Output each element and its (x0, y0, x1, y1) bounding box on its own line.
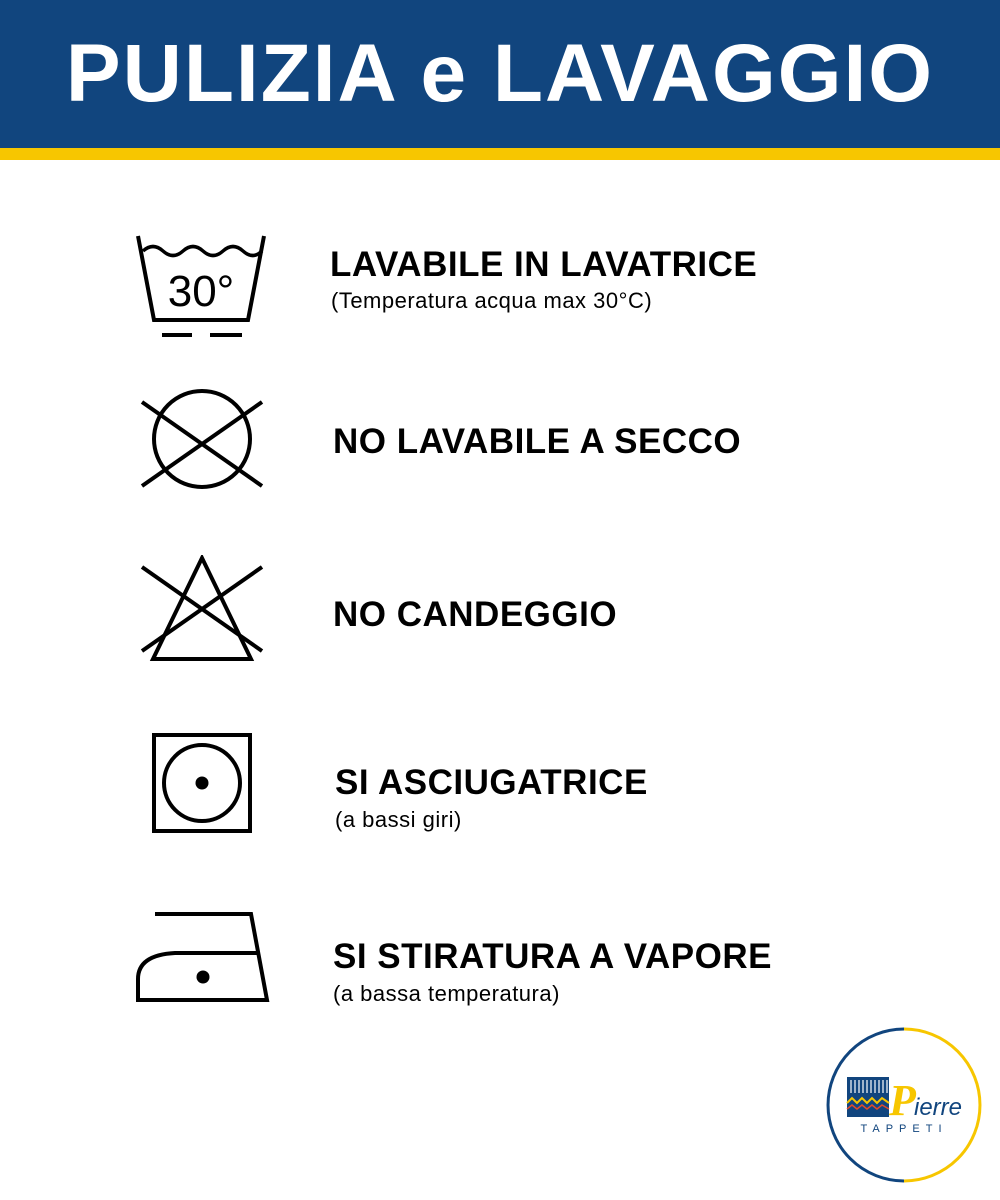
iron-low-icon (135, 911, 271, 1005)
care-label: NO CANDEGGIO (333, 595, 618, 634)
brand-logo (826, 1027, 982, 1183)
logo-brand-text: ierre (914, 1094, 963, 1121)
care-detail: (Temperatura acqua max 30°C) (331, 288, 653, 313)
pierre-tappeti-logo (826, 1027, 982, 1183)
wash-temperature-text: 30° (167, 267, 235, 316)
care-label: SI STIRATURA A VAPORE (333, 937, 772, 976)
care-label: SI ASCIUGATRICE (335, 763, 648, 802)
header-banner (0, 0, 1000, 148)
page-title: PULIZIA e LAVAGGIO (65, 28, 935, 119)
tumble-dry-low-icon (152, 733, 252, 833)
care-label: NO LAVABILE A SECCO (333, 422, 742, 461)
header-accent-stripe (0, 148, 1000, 160)
no-bleach-icon (140, 555, 266, 663)
no-dry-clean-icon (140, 388, 266, 490)
svg-text:P: P (889, 1076, 916, 1125)
logo-sub-text: TAPPETI (860, 1123, 948, 1135)
care-label: LAVABILE IN LAVATRICE (330, 245, 758, 284)
care-detail: (a bassa temperatura) (333, 981, 560, 1006)
wash-30-icon (134, 234, 270, 340)
care-detail: (a bassi giri) (335, 807, 462, 832)
